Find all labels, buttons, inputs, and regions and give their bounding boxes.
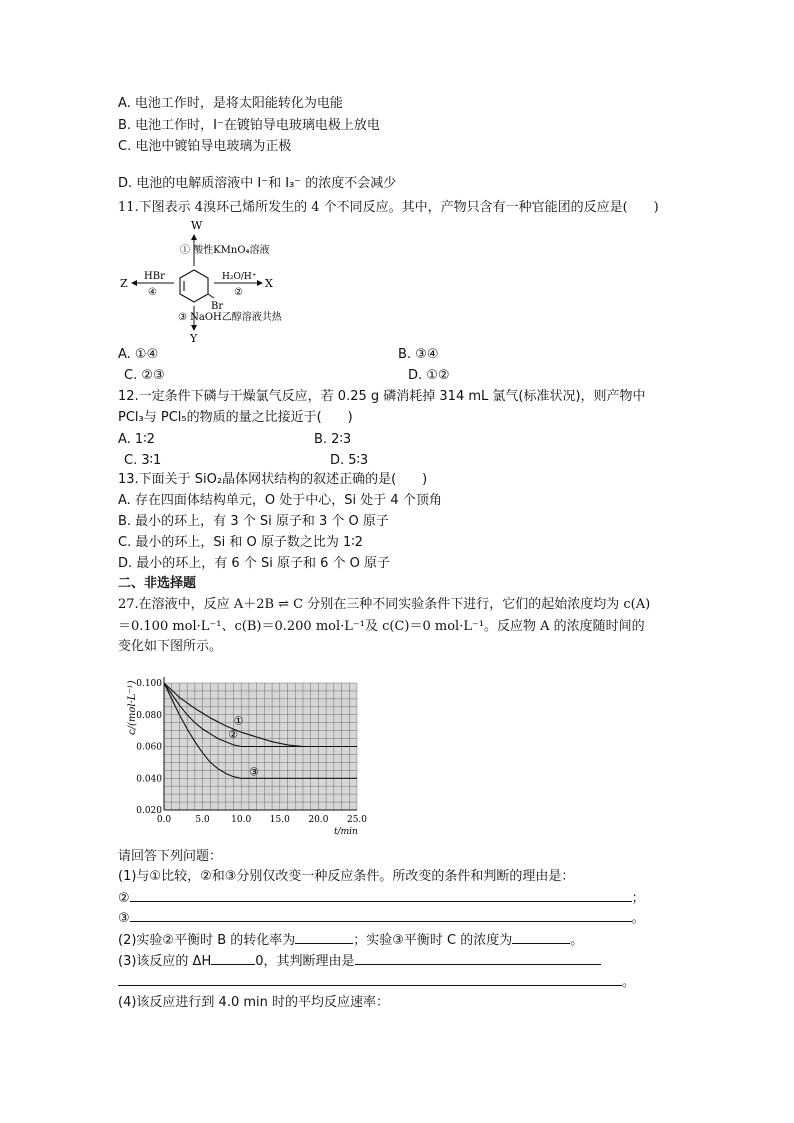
q13-option-c: C. 最小的环上，Si 和 O 原子数之比为 1∶2 <box>118 535 363 550</box>
section-heading: 二、非选择题 <box>118 576 197 591</box>
q27-part1-line3 <box>118 908 645 928</box>
part1-item-3-label: ③ <box>118 911 130 926</box>
q27-part1: (1)与①比较，②和③分别仅改变一种反应条件。所改变的条件和判断的理由是： <box>118 869 575 884</box>
series-label-3: ③ <box>249 765 259 779</box>
chart-x-axis-label: t/min <box>334 827 358 837</box>
product-z: Z <box>120 277 128 290</box>
part3-text-a: (3)该反应的 ΔH <box>118 954 212 969</box>
x-tick-label: 5.0 <box>195 815 210 825</box>
chart-y-axis-label: c/(mol·L⁻¹) <box>127 680 138 735</box>
reaction-1-label: ① 酸性KMnO₄溶液 <box>180 245 270 256</box>
x-tick-label: 0.0 <box>156 815 172 825</box>
reagent-h2o: H₂O/H⁺ <box>222 272 257 282</box>
q12-option-d: D. 5∶3 <box>330 453 369 468</box>
q11-option-c: C. ②③ <box>124 368 165 383</box>
y-tick-label: 0.080 <box>136 710 162 721</box>
q10-option-b: B. 电池工作时，I⁻在镀铂导电玻璃电极上放电 <box>118 118 380 133</box>
q13-option-b: B. 最小的环上，有 3 个 Si 原子和 3 个 O 原子 <box>118 514 389 529</box>
answer-blank-1-2[interactable] <box>130 888 632 902</box>
part1-item-2-end: ； <box>631 891 645 906</box>
q10-option-a: A. 电池工作时，是将太阳能转化为电能 <box>118 96 343 111</box>
q11-reaction-diagram <box>112 218 302 346</box>
part1-item-2-label: ② <box>118 891 130 906</box>
x-tick-label: 20.0 <box>308 815 329 825</box>
q11-stem: 11.下图表示 4溴环己烯所发生的 4 个不同反应。其中，产物只含有一种官能团的反应是( ) <box>118 200 659 215</box>
q12-stem-line2: PCl₃与 PCl₅的物质的量之比接近于( ) <box>118 410 353 425</box>
q27-answer-intro: 请回答下列问题： <box>118 849 223 864</box>
q27-part3 <box>118 951 601 971</box>
concentration-time-chart <box>116 660 376 840</box>
part1-item-3-end: 。 <box>631 911 645 926</box>
reaction-2-label: ② <box>234 287 243 298</box>
answer-blank-2-concentration[interactable] <box>512 930 570 944</box>
q12-option-b: B. 2∶3 <box>314 432 352 447</box>
x-tick-label: 10.0 <box>231 815 252 825</box>
answer-blank-3-sign[interactable] <box>211 951 255 965</box>
q27-stem-line2: ＝0.100 mol·L⁻¹、c(B)＝0.200 mol·L⁻¹及 c(C)＝0 mol·L⁻¹。反应物 A 的浓度随时间的 <box>118 619 645 634</box>
x-tick-label: 25.0 <box>346 815 368 825</box>
q11-option-a: A. ①④ <box>118 347 159 362</box>
y-tick-label: 0.100 <box>136 679 162 689</box>
q13-option-a: A. 存在四面体结构单元，O 处于中心，Si 处于 4 个顶角 <box>118 493 442 508</box>
reaction-4-label: ④ <box>148 287 157 298</box>
x-tick-label: 15.0 <box>269 815 290 825</box>
answer-blank-1-3[interactable] <box>130 908 632 922</box>
reaction-3-label: ③ NaOH乙醇溶液共热 <box>178 312 282 323</box>
answer-blank-3-reason-cont[interactable] <box>118 972 622 986</box>
q27-part2 <box>118 930 583 950</box>
series-label-1: ① <box>233 714 244 728</box>
q13-stem: 13.下面关于 SiO₂晶体网状结构的叙述正确的是( ) <box>118 472 428 487</box>
y-tick-label: 0.020 <box>136 806 162 816</box>
product-w: W <box>191 219 203 232</box>
q27-stem-line3: 变化如下图所示。 <box>118 639 223 654</box>
answer-blank-2-conversion[interactable] <box>295 930 353 944</box>
series-label-2: ② <box>228 728 239 742</box>
part2-text-a: (2)实验②平衡时 B 的转化率为 <box>118 933 296 948</box>
q10-option-c: C. 电池中镀铂导电玻璃为正极 <box>118 139 292 154</box>
q27-stem-line1: 27.在溶液中，反应 A＋2B ⇌ C 分别在三种不同实验条件下进行，它们的起始浓度均为 c(A) <box>118 597 651 612</box>
q27-part3-line2 <box>118 972 635 992</box>
q13-option-d: D. 最小的环上，有 6 个 Si 原子和 6 个 O 原子 <box>118 556 390 571</box>
part3-text-b: 0，其判断理由是 <box>255 954 355 969</box>
q12-option-c: C. 3∶1 <box>124 453 162 468</box>
q12-stem-line1: 12.一定条件下磷与干燥氯气反应，若 0.25 g 磷消耗掉 314 mL 氯气(标准状况)，则产物中 <box>118 389 646 404</box>
part2-end: 。 <box>570 933 584 948</box>
y-tick-label: 0.040 <box>136 774 162 785</box>
y-tick-label: 0.060 <box>136 742 162 753</box>
part2-text-b: ；实验③平衡时 C 的浓度为 <box>353 933 513 948</box>
product-x: X <box>265 277 273 290</box>
q11-option-d: D. ①② <box>408 368 450 383</box>
q27-part4: (4)该反应进行到 4.0 min 时的平均反应速率： <box>118 995 390 1010</box>
bromine-substituent: Br <box>211 301 224 312</box>
q27-part1-line2 <box>118 888 645 908</box>
part3-end: 。 <box>622 975 636 990</box>
q10-option-d: D. 电池的电解质溶液中 I⁻和 I₃⁻ 的浓度不会减少 <box>118 176 397 191</box>
product-y: Y <box>190 332 198 345</box>
q12-option-a: A. 1∶2 <box>118 432 155 447</box>
answer-blank-3-reason[interactable] <box>355 951 601 965</box>
q11-option-b: B. ③④ <box>398 347 439 362</box>
reagent-hbr: HBr <box>144 271 165 282</box>
